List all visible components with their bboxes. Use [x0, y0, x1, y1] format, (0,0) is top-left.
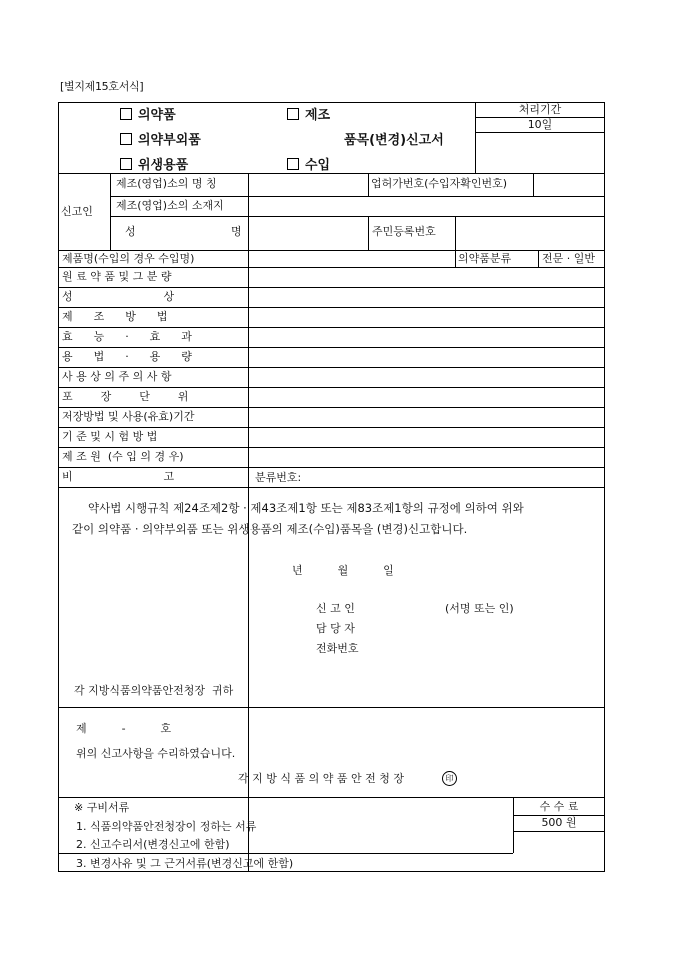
- divider: [110, 216, 605, 217]
- license-number-label: 업허가번호(수입자확인번호): [371, 177, 508, 190]
- checkbox-icon: [120, 108, 132, 120]
- declaration-line-1: 약사법 시행규칙 제24조제2항 · 제43조제1항 또는 제83조제1항의 규정에 의하여 위와: [88, 501, 524, 515]
- divider: [58, 173, 605, 174]
- receipt-number: 제 - 호: [76, 722, 172, 735]
- row-label: 성 상: [62, 290, 175, 303]
- receipt-authority: 각 지 방 식 품 의 약 품 안 전 청 장: [238, 772, 404, 785]
- resident-number-label: 주민등록번호: [372, 225, 436, 238]
- person-in-charge-label: 담 당 자: [316, 622, 355, 635]
- person-name-label-2: 명: [231, 225, 242, 238]
- checkbox-hygiene-product[interactable]: [120, 154, 188, 173]
- required-documents-header: ※ 구비서류: [74, 801, 130, 814]
- row-label: 효 능 · 효 과: [62, 330, 192, 343]
- divider: [58, 327, 605, 328]
- classification-number-label: 분류번호:: [255, 471, 302, 484]
- classification-value: 전문 · 일반: [542, 252, 595, 265]
- divider: [58, 267, 605, 268]
- divider: [538, 250, 539, 267]
- business-name-label: 제조(영업)소의 명 칭: [116, 177, 217, 190]
- seal-icon: 印: [442, 771, 457, 786]
- divider: [368, 173, 369, 196]
- declaration-line-2: 같이 의약품 · 의약부외품 또는 위생용품의 제조(수입)품목을 (변경)신고합니다.: [72, 522, 468, 536]
- divider: [58, 427, 605, 428]
- declaration-date: 년 월 일: [292, 564, 394, 577]
- divider: [58, 487, 605, 488]
- document-title: 품목(변경)신고서: [344, 133, 444, 148]
- applicant-signature-label: 신 고 인: [316, 602, 355, 615]
- divider: [455, 250, 456, 267]
- checkbox-icon: [120, 133, 132, 145]
- divider: [58, 407, 605, 408]
- divider: [58, 287, 605, 288]
- checkbox-import[interactable]: [287, 154, 330, 173]
- processing-period-label: 처리기간: [518, 103, 562, 116]
- checkbox-label: 의약품: [138, 108, 176, 123]
- applicant-section-label: 신고인: [61, 205, 93, 218]
- required-document-item: 3. 변경사유 및 그 근거서류(변경신고에 한함): [76, 857, 294, 870]
- recipient-line: 각 지방식품의약품안전청장 귀하: [74, 684, 234, 697]
- checkbox-icon: [287, 108, 299, 120]
- row-label: 기 준 및 시 험 방 법: [62, 430, 158, 443]
- checkbox-label: 제조: [305, 108, 331, 123]
- checkbox-icon: [287, 158, 299, 170]
- row-label: 원 료 약 품 및 그 분 량: [62, 270, 172, 283]
- checkbox-label: 수입: [305, 158, 331, 173]
- divider: [58, 707, 605, 708]
- divider: [58, 307, 605, 308]
- row-label: 용 법 · 용 량: [62, 350, 192, 363]
- phone-label: 전화번호: [316, 642, 359, 655]
- required-document-item: 2. 신고수리서(변경신고에 한함): [76, 838, 230, 851]
- row-label: 제 조 방 법: [62, 310, 168, 323]
- divider: [368, 216, 369, 250]
- divider: [58, 467, 605, 468]
- person-name-label-1: 성: [125, 225, 136, 238]
- divider: [58, 797, 605, 798]
- row-label: 비 고: [62, 470, 175, 483]
- checkbox-label: 의약부외품: [138, 133, 201, 148]
- row-label: 사 용 상 의 주 의 사 항: [62, 370, 172, 383]
- row-label: 포 장 단 위: [62, 390, 189, 403]
- divider: [513, 831, 605, 832]
- classification-label: 의약품분류: [458, 252, 512, 265]
- form-number: [별지제15호서식]: [60, 80, 144, 93]
- checkbox-medicine[interactable]: [120, 104, 176, 123]
- checkbox-label: 위생용품: [138, 158, 189, 173]
- row-label: 제품명(수입의 경우 수입명): [62, 252, 195, 265]
- checkbox-manufacture[interactable]: [287, 104, 330, 123]
- fee-label: 수 수 료: [539, 800, 579, 813]
- required-document-item: 1. 식품의약품안전청장이 정하는 서류: [76, 820, 257, 833]
- processing-period-value: 10일: [527, 118, 553, 131]
- divider: [533, 173, 534, 196]
- divider: [110, 196, 605, 197]
- divider: [58, 387, 605, 388]
- divider: [58, 250, 605, 251]
- divider: [110, 173, 111, 250]
- row-label: 제 조 원 (수 입 의 경 우): [62, 450, 184, 463]
- divider: [58, 853, 513, 854]
- divider: [58, 347, 605, 348]
- row-label: 저장방법 및 사용(유효)기간: [62, 410, 195, 423]
- checkbox-quasi-drug[interactable]: [120, 129, 201, 148]
- divider: [475, 132, 605, 133]
- checkbox-icon: [120, 158, 132, 170]
- fee-value: 500 원: [541, 816, 577, 829]
- divider: [455, 216, 456, 250]
- divider: [58, 367, 605, 368]
- receipt-text: 위의 신고사항을 수리하였습니다.: [76, 747, 236, 760]
- business-address-label: 제조(영업)소의 소재지: [116, 199, 224, 212]
- divider: [58, 447, 605, 448]
- signature-note: (서명 또는 인): [445, 602, 514, 615]
